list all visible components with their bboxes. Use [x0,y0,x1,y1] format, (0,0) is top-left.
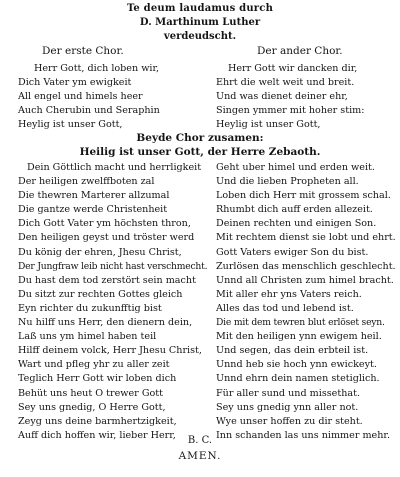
verse-line: Herr Gott, dich loben wir, [34,63,160,74]
first-choir-heading: Der erste Chor. [42,45,124,57]
verse-line: Auch Cherubin und Seraphin [18,105,160,117]
verse-line: Rhumbt dich auff erden allezeit. [216,204,373,216]
title-line-1: Te deum laudamus durch [126,3,274,14]
verse-line: Inn schanden las uns nimmer mehr. [216,429,390,441]
verse-line: Und segen, das dein erbteil ist. [216,345,369,357]
title-line-2: D. Marthinum Luther [139,17,261,28]
verse-line: Auff dich hoffen wir, lieber Herr, [18,429,176,441]
verse-line: Behüt uns heut O trewer Gott [18,387,163,399]
verse-line: Mit aller ehr yns Vaters reich. [216,288,362,300]
verse-line: Gott Vaters ewiger Son du bist. [216,246,369,258]
verse-line: Herr Gott wir dancken dir, [228,63,358,74]
verse-line: Ehrt die welt weit und breit. [216,77,355,89]
verse-line: Nu hilff uns Herr, den dienern dein, [18,317,193,329]
verse-line: Der heiligen zwelffboten zal [18,176,155,188]
second-choir-verses [216,62,365,132]
verse-line: Wye unser hoffen zu dir steht. [216,415,363,427]
verse-line: Deinen rechten und einigen Son. [216,218,377,230]
right-verses [216,161,396,443]
verse-line: Den heiligen geyst und tröster werd [18,232,195,244]
verse-line: Eyn richter du zukunfftig bist [18,302,162,314]
verse-line: Dich Gott Vater ym höchsten thron, [18,218,191,230]
verse-line: Du sitzt zur rechten Gottes gleich [18,288,183,300]
verse-line: Zurlösen das menschlich geschlecht. [216,260,396,272]
verse-line: Unnd heb sie hoch ynn ewickeyt. [216,359,377,371]
verse-line: Und die lieben Propheten all. [216,176,359,188]
holy-line: Heilig ist unser Gott, der Herre Zebaoth. [79,146,321,158]
left-verses [18,161,207,443]
verse-line: Zeyg uns deine barmhertzigkeit, [18,415,177,427]
verse-line: Unnd ehrn dein namen stetiglich. [216,373,380,385]
verse-line: Dich Vater ym ewigkeit [18,77,132,89]
verse-line: Du hast dem tod zerstört sein macht [18,274,196,286]
second-choir-heading: Der ander Chor. [257,45,343,57]
title-line-3: verdeudscht. [163,31,237,42]
verse-line: Wart und pfleg yhr zu aller zeit [18,359,170,371]
verse-line: Und was dienet deiner ehr, [216,91,348,103]
verse-line: Sey uns gnedig, O Herre Gott, [18,401,166,413]
verse-line: Du könig der ehren, Jhesu Christ, [18,246,182,258]
verse-line: Die mit dem tewren blut erlöset seyn. [216,317,385,329]
verse-line: Laß uns ym himel haben teil [18,331,157,343]
signature: B. C. [187,435,213,446]
amen-closing: AMEN. [178,450,222,462]
verse-line: Heylig ist unser Gott, [18,119,123,131]
verse-line: Loben dich Herr mit grossem schal. [216,190,391,202]
verse-line: Mit den heiligen ynn ewigem heil. [216,331,382,343]
verse-line: Heylig ist unser Gott, [216,119,321,131]
verse-line: Mit rechtem dienst sie lobt und ehrt. [216,232,396,244]
verse-line: Hilff deinem volck, Herr Jhesu Christ, [18,345,202,357]
verse-line: Geht uber himel und erden weit. [216,162,375,173]
verse-line: Sey uns gnedig ynn aller not. [216,401,359,413]
verse-line: Singen ymmer mit hoher stim: [216,105,365,117]
first-choir-verses [18,62,160,132]
verse-line: Dein Göttlich macht und herrligkeit [27,162,202,173]
verse-line: Teglich Herr Gott wir loben dich [18,373,177,385]
verse-line: All engel und himels heer [18,91,143,103]
verse-line: Die thewren Marterer allzumal [18,190,170,202]
verse-line: Unnd all Christen zum himel bracht. [216,274,394,286]
verse-line: Die gantze werde Christenheit [18,204,168,216]
verse-line: Für aller sund und missethat. [216,387,361,399]
both-choirs-heading: Beyde Chor zusamen: [136,132,264,144]
verse-line: Alles das tod und lebend ist. [216,302,354,314]
verse-line: Der Jungfraw leib nicht hast verschmecht. [18,260,208,272]
